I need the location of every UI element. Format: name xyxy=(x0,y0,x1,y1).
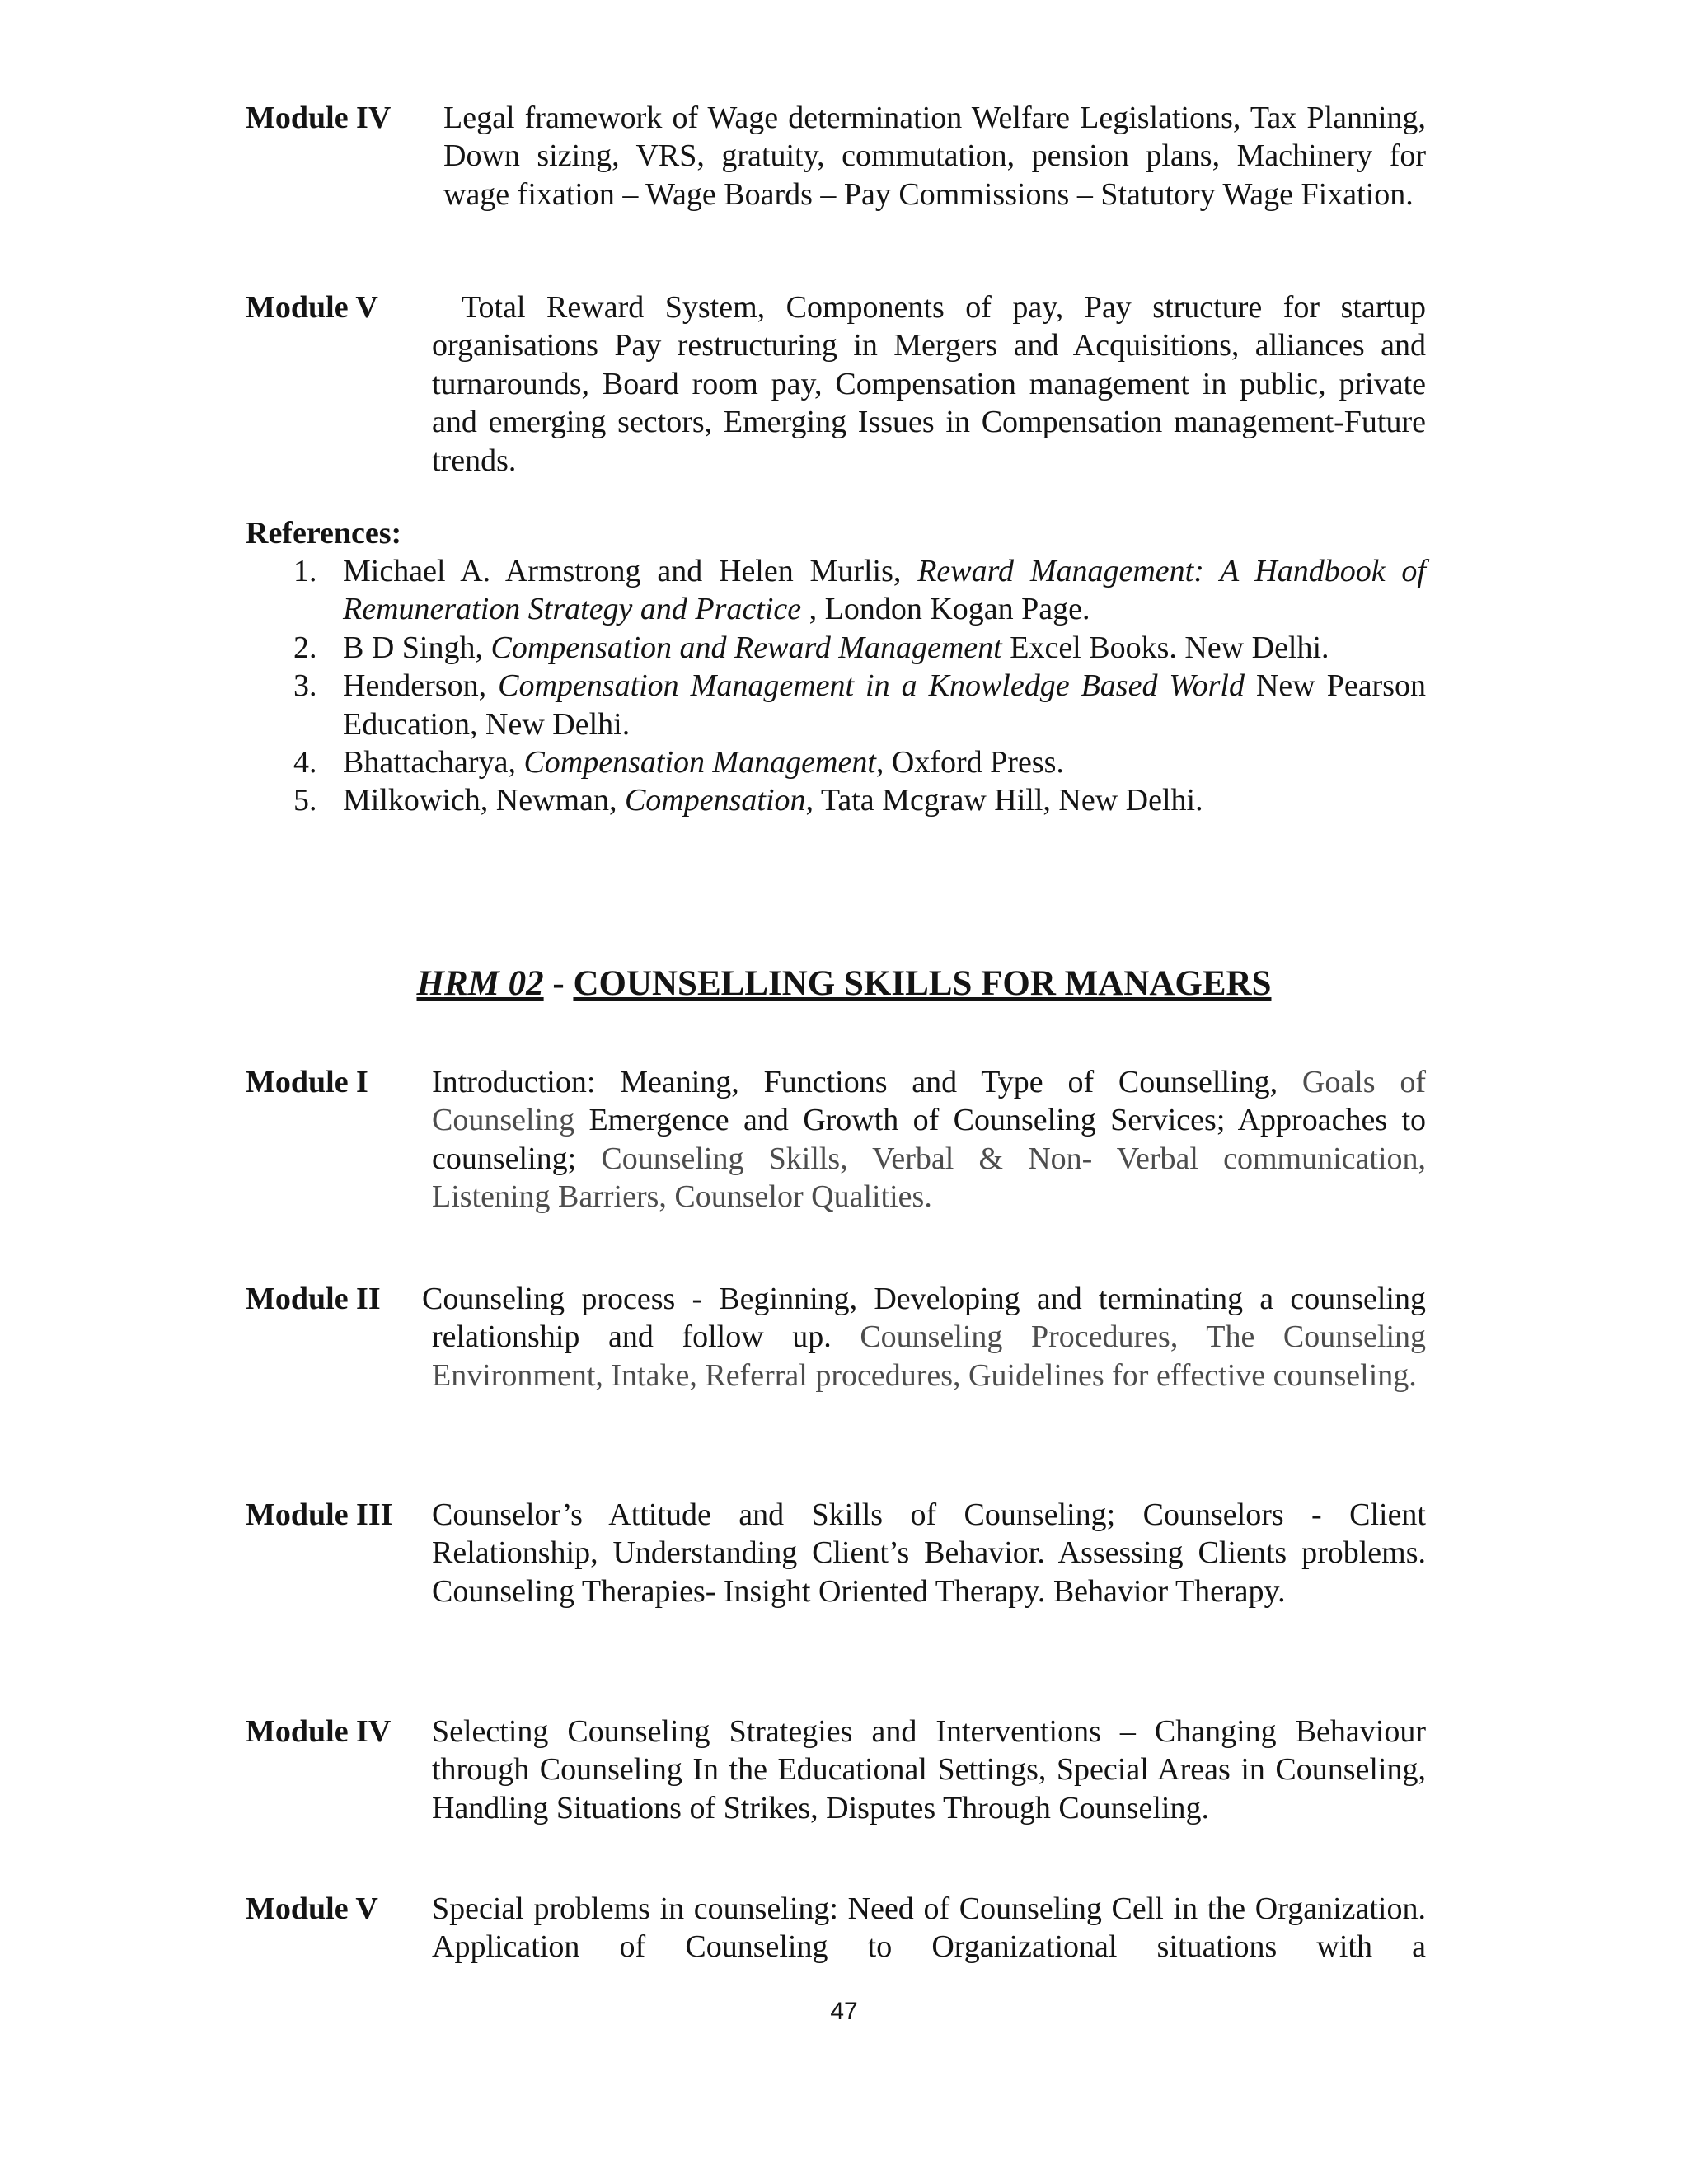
reference-number: 3. xyxy=(293,668,317,704)
reference-book-title: Compensation Management in a Knowledge Based World xyxy=(498,668,1245,704)
reference-number: 4. xyxy=(293,745,317,780)
reference-publisher: , Tata Mcgraw Hill, New Delhi. xyxy=(805,783,1203,818)
references-list xyxy=(293,552,1426,820)
reference-author: Bhattacharya, xyxy=(343,745,524,780)
reference-publisher: New Pearson Education, New Delhi. xyxy=(343,668,1426,742)
reference-number: 2. xyxy=(293,630,317,665)
reference-item xyxy=(293,667,1426,743)
reference-book-title: Compensation and Reward Management xyxy=(490,630,1002,665)
reference-book-title: Compensation Management xyxy=(523,745,876,780)
reference-book-title: Reward Management: A Handbook of Remuneration Strategy and Practice xyxy=(343,554,1426,627)
module-description: Counselor’s Attitude and Skills of Counseling; Counselors - Client Relationship, Understanding Client’s Behavior. Assessing Clients problems. Counseling Therapies- Insight Oriented Therapy. Behavior Therapy. xyxy=(432,1497,1426,1609)
module-description: Legal framework of Wage determination Welfare Legislations, Tax Planning, Down sizing, VRS, gratuity, commutation, pension plans, Machinery for wage fixation – Wage Boards – Pay Commissions – Statutory Wage Fixation. xyxy=(443,101,1426,212)
module-text-grey: Goals of Counseling xyxy=(432,1065,1426,1138)
reference-item xyxy=(293,781,1426,819)
module-text: Introduction: Meaning, Functions and Type of Counselling, xyxy=(432,1065,1302,1099)
module-text-grey: Counseling Skills, Verbal & Non- Verbal communication, Listening Barriers, Counselor Qualities. xyxy=(432,1141,1426,1215)
reference-publisher: Excel Books. New Delhi. xyxy=(1001,630,1329,665)
module-text: Emergence and Growth of Counseling Services; Approaches to counseling; xyxy=(432,1103,1426,1176)
module-description: Total Reward System, Components of pay, Pay structure for startup organisations Pay restructuring in Mergers and Acquisitions, alliances and turnarounds, Board room pay, Compensation management in public, private and emerging sectors, Emerging Issues in Compensation management-Future trends. xyxy=(432,290,1426,478)
module-description: Special problems in counseling: Need of Counseling Cell in the Organization. Application of Counseling to Organizational situations with a xyxy=(432,1891,1426,1965)
course-code: HRM 02 xyxy=(416,964,544,1003)
course-title: COUNSELLING SKILLS FOR MANAGERS xyxy=(573,964,1272,1003)
module-label: Module II xyxy=(246,1282,381,1316)
reference-item xyxy=(293,629,1426,667)
reference-author: Michael A. Armstrong and Helen Murlis, xyxy=(343,554,918,588)
module-text-grey: Counseling Procedures, The Counseling Environment, Intake, Referral procedures, Guidelines for effective counseling. xyxy=(432,1319,1427,1393)
reference-item xyxy=(293,552,1426,629)
module-description xyxy=(432,1063,1426,1216)
module-label: Module III xyxy=(246,1497,393,1532)
module-label: Module V xyxy=(246,1891,378,1926)
module-description: Selecting Counseling Strategies and Interventions – Changing Behaviour through Counseling In the Educational Settings, Special Areas in Counseling, Handling Situations of Strikes, Disputes Through Counseling. xyxy=(432,1714,1426,1825)
reference-book-title: Compensation xyxy=(624,783,806,818)
module-description xyxy=(422,1280,1427,1394)
reference-item xyxy=(293,743,1426,781)
heading-separator: - xyxy=(543,964,574,1003)
reference-author: Henderson, xyxy=(343,668,499,704)
module-label: Module IV xyxy=(246,101,392,135)
reference-number: 5. xyxy=(293,783,317,818)
references-heading: References: xyxy=(246,516,402,551)
module-label: Module IV xyxy=(246,1714,392,1749)
reference-author: Milkowich, Newman, xyxy=(343,783,625,818)
reference-publisher: , Oxford Press. xyxy=(875,745,1064,780)
module-label: Module V xyxy=(246,290,378,325)
module-label: Module I xyxy=(246,1065,368,1099)
course-heading xyxy=(0,963,1688,1005)
reference-publisher: , London Kogan Page. xyxy=(801,592,1090,627)
module-text: Counseling process - Beginning, Developing and terminating a counseling relationship and follow up. xyxy=(422,1282,1426,1355)
reference-author: B D Singh, xyxy=(343,630,491,665)
page-number: 47 xyxy=(830,1998,858,2025)
reference-number: 1. xyxy=(293,554,317,588)
